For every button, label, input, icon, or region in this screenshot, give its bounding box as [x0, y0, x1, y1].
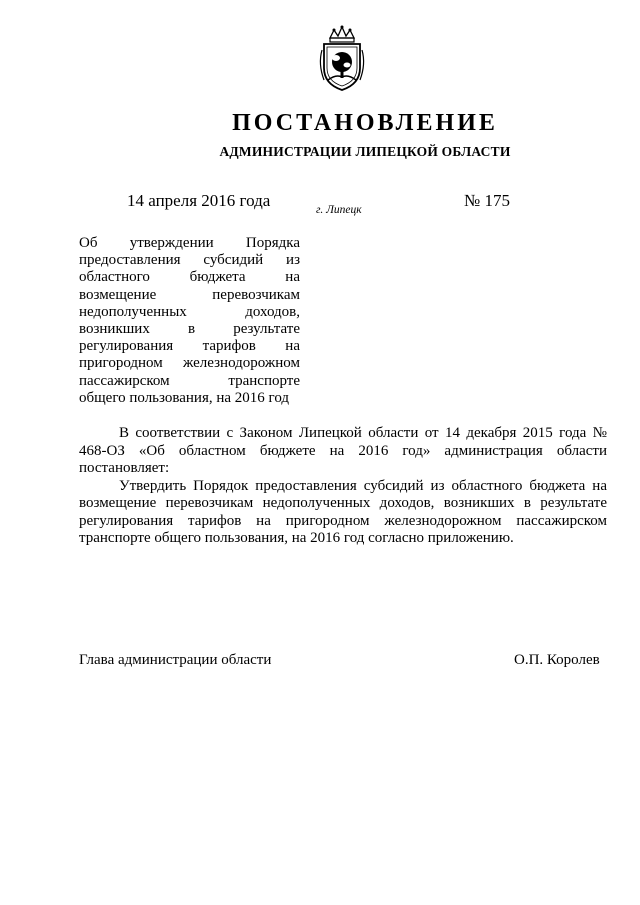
document-subject — [79, 235, 300, 407]
subject-line: возникших в результате — [79, 321, 300, 338]
signer-name: О.П. Королев — [514, 652, 600, 668]
body-paragraph: В соответствии с Законом Липецкой области от 14 декабря 2015 года № 468-ОЗ «Об областном бюджете на 2016 год» администрация области постановляет: — [79, 425, 607, 476]
document-city: г. Липецк — [316, 204, 362, 216]
subject-line: регулирования тарифов на — [79, 338, 300, 355]
subject-line: Об утверждении Порядка — [79, 235, 300, 251]
subject-line: недополученных доходов, — [79, 303, 300, 320]
body-paragraph: Утвердить Порядок предоставления субсидий из областного бюджета на возмещение перевозчикам недополученных доходов, возникших в результате регулирования тарифов на пригородном железнодорожном пассажирском транспорте общего пользования, на 2016 год согласно приложению. — [79, 477, 607, 546]
issuing-authority: АДМИНИСТРАЦИИ ЛИПЕЦКОЙ ОБЛАСТИ — [219, 144, 511, 159]
document-date: 14 апреля 2016 года — [127, 191, 271, 210]
subject-line: общего пользования, на 2016 год — [79, 389, 290, 406]
subject-line: пригородном железнодорожном — [79, 355, 300, 372]
document-title: ПОСТАНОВЛЕНИЕ — [232, 110, 498, 136]
subject-line: возмещение перевозчикам — [79, 286, 300, 303]
document-number: № 175 — [464, 191, 510, 210]
subject-line: предоставления субсидий из — [79, 252, 300, 269]
subject-line: областного бюджета на — [79, 269, 300, 286]
document-body — [79, 425, 607, 548]
signer-position: Глава администрации области — [79, 652, 272, 668]
coat-of-arms-icon — [316, 24, 368, 94]
subject-line: пассажирском транспорте — [79, 372, 300, 389]
